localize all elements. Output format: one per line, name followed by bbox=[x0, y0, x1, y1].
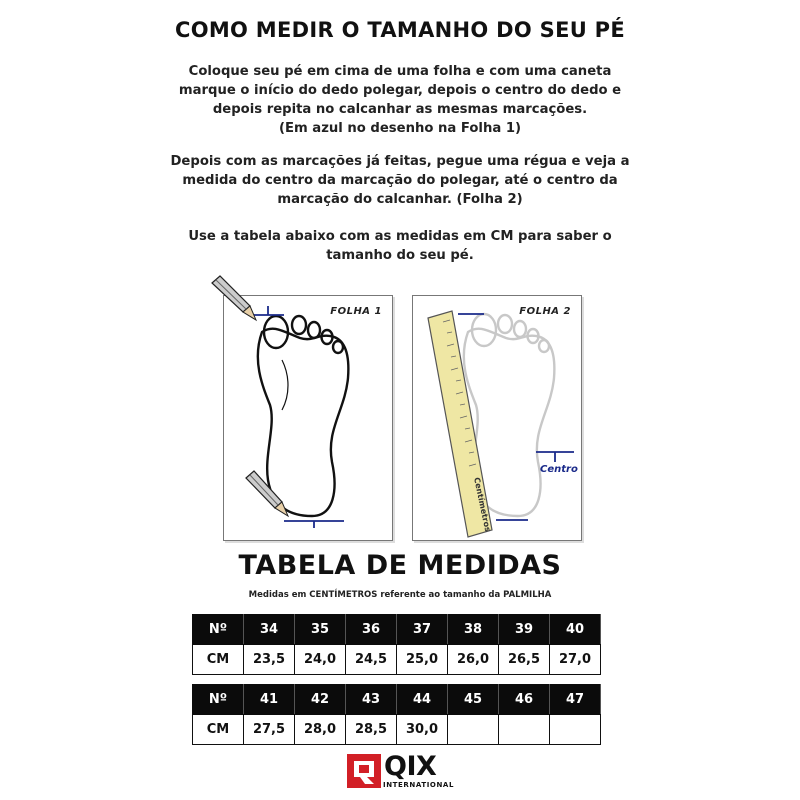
centro-label: Centro bbox=[540, 464, 578, 475]
cm-cell bbox=[448, 715, 499, 745]
size-table-1 bbox=[192, 614, 601, 675]
row-label-n: Nº bbox=[193, 615, 244, 645]
size-cell: 41 bbox=[244, 685, 295, 715]
size-cell: 35 bbox=[295, 615, 346, 645]
cm-cell: 27,5 bbox=[244, 715, 295, 745]
cm-cell: 30,0 bbox=[397, 715, 448, 745]
cm-cell: 28,5 bbox=[346, 715, 397, 745]
instruction-line: Depois com as marcações já feitas, pegue uma régua e veja a bbox=[170, 154, 630, 169]
size-cell: 39 bbox=[499, 615, 550, 645]
cm-cell bbox=[499, 715, 550, 745]
row-label-cm: CM bbox=[193, 715, 244, 745]
cm-cell: 25,0 bbox=[397, 645, 448, 675]
ruler-label: Centímetros bbox=[472, 476, 493, 533]
size-cell: 45 bbox=[448, 685, 499, 715]
size-cell: 43 bbox=[346, 685, 397, 715]
cm-cell bbox=[550, 715, 601, 745]
instruction-line: (Em azul no desenho na Folha 1) bbox=[278, 121, 522, 136]
size-cell: 47 bbox=[550, 685, 601, 715]
cm-row bbox=[193, 715, 601, 745]
size-row bbox=[193, 685, 601, 715]
instruction-line: marque o início do dedo polegar, depois o centro do dedo e bbox=[178, 83, 622, 98]
instruction-line: medida do centro da marcação do polegar, até o centro da bbox=[182, 173, 618, 188]
brand-name: QIX bbox=[384, 751, 437, 782]
cm-cell: 26,0 bbox=[448, 645, 499, 675]
size-table-2 bbox=[192, 684, 601, 745]
size-cell: 36 bbox=[346, 615, 397, 645]
cm-cell: 23,5 bbox=[244, 645, 295, 675]
cm-cell: 26,5 bbox=[499, 645, 550, 675]
instruction-line: depois repita no calcanhar as mesmas marcações. bbox=[212, 102, 588, 117]
brand-sub: INTERNATIONAL bbox=[383, 781, 455, 789]
cm-cell: 27,0 bbox=[550, 645, 601, 675]
size-cell: 42 bbox=[295, 685, 346, 715]
size-cell: 46 bbox=[499, 685, 550, 715]
size-cell: 40 bbox=[550, 615, 601, 645]
sheet-1-label: FOLHA 1 bbox=[330, 306, 382, 317]
instruction-line: tamanho do seu pé. bbox=[326, 248, 474, 263]
size-cell: 37 bbox=[397, 615, 448, 645]
instruction-line: Use a tabela abaixo com as medidas em CM para saber o bbox=[188, 229, 612, 244]
size-cell: 34 bbox=[244, 615, 295, 645]
cm-row bbox=[193, 645, 601, 675]
size-cell: 38 bbox=[448, 615, 499, 645]
cm-cell: 28,0 bbox=[295, 715, 346, 745]
instruction-line: marcação do calcanhar. (Folha 2) bbox=[277, 192, 523, 207]
foot-outline-icon bbox=[258, 316, 349, 516]
cm-cell: 24,5 bbox=[346, 645, 397, 675]
sheet-2-label: FOLHA 2 bbox=[519, 306, 571, 317]
size-cell: 44 bbox=[397, 685, 448, 715]
pencil-icon bbox=[212, 276, 256, 320]
cm-cell: 24,0 bbox=[295, 645, 346, 675]
page-title: COMO MEDIR O TAMANHO DO SEU PÉ bbox=[174, 18, 626, 42]
table-subtitle: Medidas em CENTÍMETROS referente ao tamanho da PALMILHA bbox=[248, 590, 552, 600]
table-title: TABELA DE MEDIDAS bbox=[238, 550, 562, 581]
row-label-n: Nº bbox=[193, 685, 244, 715]
size-row bbox=[193, 615, 601, 645]
instruction-line: Coloque seu pé em cima de uma folha e com uma caneta bbox=[188, 64, 612, 79]
row-label-cm: CM bbox=[193, 645, 244, 675]
